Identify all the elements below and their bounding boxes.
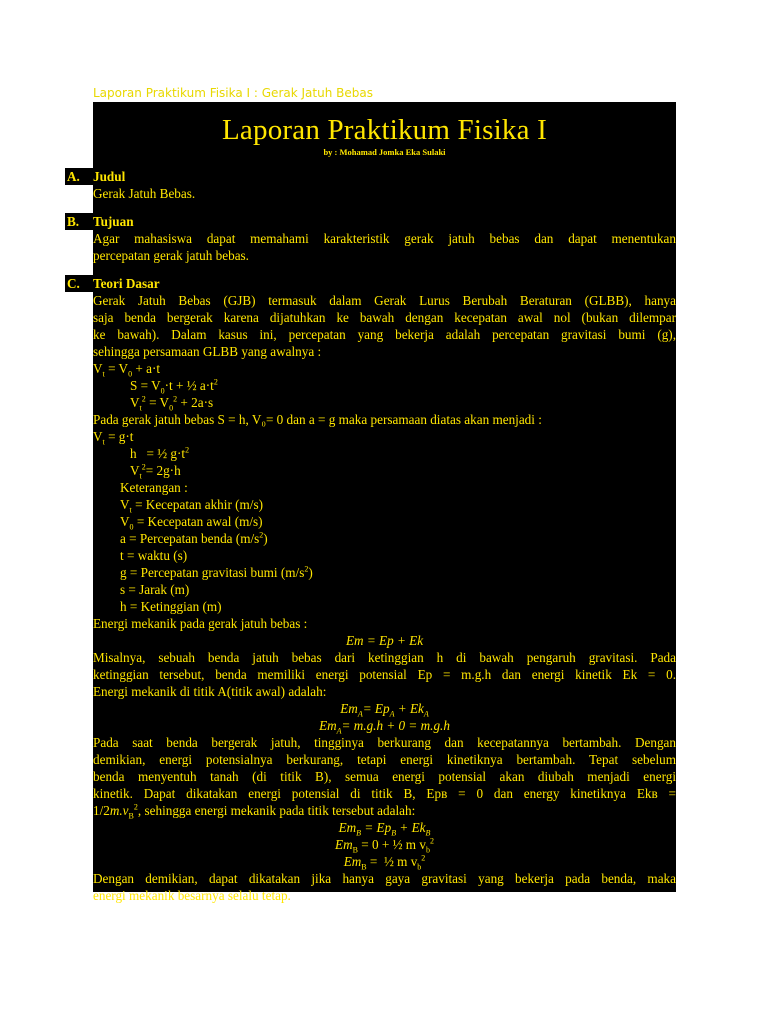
section-title: Judul <box>93 169 126 184</box>
judul-text: Gerak Jatuh Bebas. <box>93 186 196 201</box>
legend-item: $V_0$ = Kecepatan awal (m/s) <box>120 514 263 532</box>
legend-item: h = Ketinggian (m) <box>120 599 222 614</box>
paragraph-line: kinetik. Dapat dikatakan energi potensial di titik B, Epʙ = 0 dan energy kinetiknya Ekʙ = <box>93 786 676 801</box>
paragraph-line: Pada gerak jatuh bebas S = h, V₀= 0 dan a = g maka persamaan diatas akan menjadi : <box>93 412 542 427</box>
equation: $Em_A= Ep_A + Ek_A$ <box>340 701 429 719</box>
legend-item: s = Jarak (m) <box>120 582 190 597</box>
section-title: Tujuan <box>93 214 134 229</box>
paragraph-line: ketinggian tersebut, benda memiliki energi potensial Ep = m.g.h dan energi kinetik Ek = 0. <box>93 667 676 682</box>
section-title: Teori Dasar <box>93 276 160 291</box>
equation: $V_t^2 = V_0^2 + 2a\cdot s$ <box>130 394 214 413</box>
section-heading-tujuan <box>67 213 676 230</box>
section-heading-judul <box>67 168 676 185</box>
equation: Em = Ep + Ek <box>345 633 424 648</box>
keterangan-label: Keterangan : <box>120 480 188 495</box>
paragraph-line: demikian, energi potensialnya berkurang, tetapi energi kinetiknya bertambah. Tepat sebelum <box>93 752 676 767</box>
running-header: Laporan Praktikum Fisika I : Gerak Jatuh Bebas <box>93 86 373 100</box>
paragraph-line: Dengan demikian, dapat dikatakan jika hanya gaya gravitasi yang bekerja pada benda, maka <box>93 871 676 886</box>
paragraph-line: ke bawah). Dalam kasus ini, percepatan yang bekerja adalah percepatan gravitasi bumi (g), <box>93 327 676 342</box>
paragraph-line: Energi mekanik pada gerak jatuh bebas : <box>93 616 308 631</box>
paragraph-line: Pada saat benda bergerak jatuh, tingginya berkurang dan kecepatannya bertambah. Dengan <box>93 735 676 750</box>
paragraph-line: Energi mekanik di titik A(titik awal) adalah: <box>93 684 327 699</box>
legend-item: t = waktu (s) <box>120 548 188 563</box>
paragraph-line: energi mekanik besarnya selalu tetap. <box>93 888 291 903</box>
legend-item: a = Percepatan benda $(m/s^2)$ <box>120 530 268 546</box>
document-panel <box>67 102 676 903</box>
legend-item: $V_t$ = Kecepatan akhir (m/s) <box>120 497 263 515</box>
document-title: Laporan Praktikum Fisika I <box>222 114 547 146</box>
paragraph-line: saja benda bergerak karena dijatuhkan ke bawah dengan kecepatan awal nol (bukan dilempar <box>93 310 676 325</box>
paragraph-line: benda menyentuh tanah (di titik B), semua energi potensial akan diubah menjadi energi <box>93 769 676 784</box>
equation: $V_t = g\cdot t$ <box>93 429 134 447</box>
equation: $V_t = V_0 + a\cdot t$ <box>93 361 161 379</box>
equation: $Em_B = Ep_B + Ek_B$ <box>338 820 431 838</box>
paragraph-line: Misalnya, sebuah benda jatuh bebas dari ketinggian h di bawah pengaruh gravitasi. Pada <box>93 650 676 665</box>
section-heading-teori-dasar <box>67 275 676 292</box>
document-byline: by : Mohamad Jomka Eka Sulaki <box>323 147 446 157</box>
equation: h = ½ $g\cdot t^2$ <box>130 445 190 461</box>
equation: $S = V_0\cdot t$ + ½ $a\cdot t^2$ <box>130 377 218 396</box>
legend-item: g = Percepatan gravitasi bumi $(m/s^2)$ <box>120 564 313 580</box>
section-letter: C. <box>65 275 93 292</box>
equation: $V_t^2= 2g\cdot h$ <box>130 462 181 481</box>
paragraph-line: sehingga persamaan GLBB yang awalnya : <box>93 344 322 359</box>
equation: $Em_A= m.g.h + 0 = m.g.h$ <box>319 718 450 736</box>
section-letter: B. <box>65 213 93 230</box>
section-letter: A. <box>65 168 93 185</box>
paragraph-line: Gerak Jatuh Bebas (GJB) termasuk dalam Gerak Lurus Berubah Beraturan (GLBB), hanya <box>93 293 676 308</box>
equation: $Em_B = 0$ + ½ m $v_b^2$ <box>335 836 434 855</box>
paragraph-line: Agar mahasiswa dapat memahami karakteristik gerak jatuh bebas dan dapat menentukan <box>93 231 676 246</box>
paragraph-line: $1/2m.v_B^2$, sehingga energi mekanik pada titik tersebut adalah: <box>93 802 416 821</box>
equation: $Em_B$ = ½ m $v_b^2$ <box>343 853 426 872</box>
paragraph-line: percepatan gerak jatuh bebas. <box>93 248 249 263</box>
